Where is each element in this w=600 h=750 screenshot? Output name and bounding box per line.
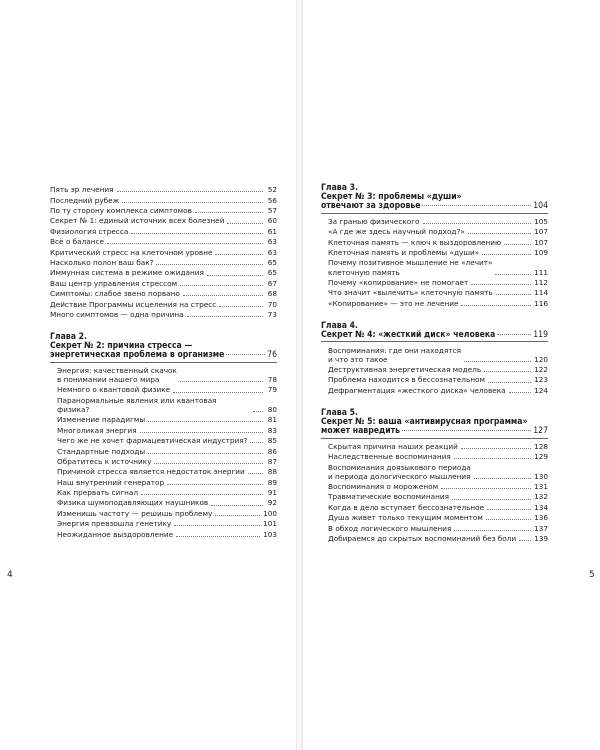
dot-leader <box>464 361 531 362</box>
dot-leader <box>167 484 263 485</box>
toc-entry-title-line: Обратитесь к источнику <box>57 456 152 466</box>
toc-entry-page: 129 <box>534 452 548 462</box>
toc-entry-page: 100 <box>263 508 277 518</box>
chapter-5-entries <box>328 441 548 544</box>
dot-leader <box>195 212 263 213</box>
toc-entry-title-line: Немного о квантовой физике <box>57 385 171 395</box>
toc-entry-title <box>328 288 493 297</box>
chapter-4-rule <box>321 341 548 342</box>
left-page <box>0 0 296 750</box>
toc-entry <box>57 435 277 445</box>
toc-entry-title-line: Воспоминания: где они находятся <box>328 345 461 355</box>
toc-entry <box>50 226 277 236</box>
toc-lead-entries <box>50 184 277 319</box>
dot-leader <box>140 432 263 433</box>
dot-leader <box>180 381 263 382</box>
toc-entry-page: 111 <box>534 267 548 277</box>
toc-entry-page: 79 <box>267 385 277 395</box>
toc-entry-page: 114 <box>534 288 548 298</box>
toc-entry <box>328 441 548 451</box>
toc-entry <box>328 522 548 532</box>
dot-leader <box>148 421 263 422</box>
toc-entry-page: 92 <box>267 498 277 508</box>
toc-entry-title <box>328 513 483 522</box>
toc-right <box>321 184 548 543</box>
toc-entry-page: 112 <box>534 277 548 287</box>
toc-entry <box>50 278 277 288</box>
toc-entry <box>50 205 277 215</box>
toc-entry <box>50 309 277 319</box>
toc-entry-title-line: Неожиданное выздоровление <box>57 529 174 539</box>
chapter-5-heading-text: может навредить <box>321 426 401 437</box>
chapter-2-heading-line-2 <box>50 351 277 360</box>
dot-leader <box>215 254 263 255</box>
toc-entry-title-line: Добираемся до скрытых воспоминаний без боли <box>328 534 517 544</box>
toc-entry-title: Критический стресс на клеточном уровне <box>50 247 213 257</box>
toc-entry-page: 86 <box>267 446 277 456</box>
toc-entry <box>328 247 548 257</box>
toc-entry-title <box>328 299 458 308</box>
toc-entry-title <box>57 447 145 456</box>
toc-entry-page: 136 <box>534 513 548 523</box>
toc-entry-title-line: «Копирование» — это не лечение <box>328 298 459 308</box>
toc-entry-page: 68 <box>267 289 277 299</box>
toc-entry-title-line: «А где же здесь научный подход?» <box>328 227 465 237</box>
chapter-5-rule <box>321 438 548 439</box>
toc-entry <box>57 414 277 424</box>
toc-entry <box>57 518 277 528</box>
dot-leader <box>211 505 263 506</box>
toc-entry-title-line: Воспоминания о мороженом <box>328 482 439 492</box>
chapter-4 <box>321 322 548 395</box>
toc-entry-title-line: За гранью физического <box>328 216 420 226</box>
toc-entry <box>50 215 277 225</box>
chapter-2-label: Глава 2. <box>50 332 87 343</box>
toc-entry <box>50 194 277 204</box>
chapter-3-heading-line-1: Секрет № 3: проблемы «души» <box>321 192 462 203</box>
toc-entry-title <box>57 426 137 435</box>
toc-entry-page: 137 <box>534 523 548 533</box>
dot-leader <box>131 233 263 234</box>
toc-entry-title-line: Изменение парадигмы <box>57 415 146 425</box>
dot-leader <box>402 430 531 431</box>
toc-entry-page: 83 <box>267 425 277 435</box>
toc-entry <box>328 385 548 395</box>
toc-entry-title <box>328 248 479 257</box>
dot-leader <box>461 448 531 449</box>
toc-entry-title: Секрет № 1: единый источник всех болезней <box>50 216 225 226</box>
toc-entry-title: Пять эр лечения <box>50 185 114 195</box>
toc-entry-title <box>328 386 506 395</box>
dot-leader <box>497 334 531 335</box>
toc-entry-page: 61 <box>267 226 277 236</box>
dot-leader <box>148 453 263 454</box>
toc-entry-title <box>328 463 471 481</box>
toc-entry <box>328 236 548 246</box>
chapter-4-page: 119 <box>533 330 548 341</box>
chapter-2-heading-line-1: Секрет № 2: причина стресса — <box>50 341 193 352</box>
toc-entry <box>57 508 277 518</box>
toc-entry-page: 60 <box>267 216 277 226</box>
toc-entry-title <box>57 488 138 497</box>
dot-leader <box>482 254 531 255</box>
toc-entry <box>57 528 277 538</box>
dot-leader <box>215 515 260 516</box>
toc-entry <box>57 424 277 434</box>
toc-entry-title: Насколько полон ваш бак? <box>50 258 154 268</box>
toc-entry-title-line: Травматические воспоминания <box>328 492 450 502</box>
toc-entry-title-line: Наследственные воспоминания <box>328 452 451 462</box>
dot-leader <box>219 306 263 307</box>
toc-entry <box>57 497 277 507</box>
toc-entry <box>50 298 277 308</box>
dot-leader <box>183 295 263 296</box>
toc-entry-title <box>328 365 481 374</box>
toc-entry-page: 88 <box>267 467 277 477</box>
toc-entry-title: Иммунная система в режиме ожидания <box>50 268 204 278</box>
toc-entry-page: 116 <box>534 298 548 308</box>
toc-entry-title <box>57 467 245 476</box>
toc-entry-title <box>57 530 173 539</box>
toc-entry-title <box>328 534 516 543</box>
toc-entry-page: 139 <box>534 534 548 544</box>
dot-leader <box>141 494 263 495</box>
toc-entry-page: 107 <box>534 237 548 247</box>
toc-entry-title: Ваш центр управления стрессом <box>50 278 178 288</box>
toc-entry-page: 89 <box>267 477 277 487</box>
dot-leader <box>207 275 263 276</box>
dot-leader <box>107 243 263 244</box>
toc-entry-title: Физиология стресса <box>50 226 129 236</box>
toc-entry-title <box>328 524 451 533</box>
chapter-2 <box>50 333 277 539</box>
toc-entry-title-line: Почему позитивное мышление не «лечит» <box>328 258 493 268</box>
toc-entry <box>57 384 277 394</box>
toc-entry-page: 67 <box>267 278 277 288</box>
toc-entry <box>328 481 548 491</box>
toc-entry-page: 91 <box>267 488 277 498</box>
toc-entry-title: Много симптомов — одна причина <box>50 309 184 319</box>
toc-entry-title-line: Энергия: качественный скачок <box>57 365 177 375</box>
dot-leader <box>423 223 532 224</box>
toc-entry <box>328 512 548 522</box>
dot-leader <box>173 392 263 393</box>
toc-entry-page: 124 <box>534 385 548 395</box>
toc-entry-page: 70 <box>267 299 277 309</box>
toc-entry-page: 81 <box>267 415 277 425</box>
chapter-3-heading-text: отвечают за здоровье <box>321 201 421 212</box>
toc-entry-title <box>57 366 177 384</box>
toc-entry <box>328 287 548 297</box>
dot-leader <box>253 411 263 412</box>
toc-entry-title-line: Чего же не хочет фармацевтическая индустрия? <box>57 436 248 446</box>
toc-entry-page: 107 <box>534 227 548 237</box>
toc-entry-title-line: Стандартные подходы <box>57 446 146 456</box>
toc-entry-title-line: В обход логического мышления <box>328 523 452 533</box>
toc-entry-title <box>57 509 212 518</box>
dot-leader <box>509 392 531 393</box>
dot-leader <box>248 473 263 474</box>
dot-leader <box>454 530 531 531</box>
dot-leader <box>471 284 531 285</box>
toc-left <box>50 184 277 539</box>
toc-entry <box>328 297 548 307</box>
dot-leader <box>176 536 260 537</box>
book-gutter <box>296 0 303 750</box>
toc-entry-page: 63 <box>267 237 277 247</box>
dot-leader <box>156 264 263 265</box>
dot-leader <box>474 478 531 479</box>
toc-entry <box>57 466 277 476</box>
page-number-left: 4 <box>7 570 13 580</box>
toc-entry-page: 85 <box>267 436 277 446</box>
toc-entry <box>50 257 277 267</box>
toc-entry <box>57 365 277 384</box>
chapter-5-heading-line-1: Секрет № 5: ваша «антивирусная программа» <box>321 417 528 428</box>
toc-entry-title <box>328 503 484 512</box>
toc-entry-title <box>328 482 438 491</box>
toc-entry-page: 103 <box>263 529 277 539</box>
toc-entry-page: 120 <box>534 354 548 364</box>
toc-entry-page: 65 <box>267 258 277 268</box>
dot-leader <box>226 354 265 355</box>
chapter-4-entries <box>328 344 548 395</box>
toc-entry-page: 134 <box>534 502 548 512</box>
chapter-4-heading-line-1 <box>321 331 548 340</box>
toc-entry-title-line: Изменишь частоту — решишь проблему <box>57 508 213 518</box>
toc-entry <box>50 236 277 246</box>
toc-entry-title-line: в понимании нашего мира <box>57 375 160 385</box>
chapter-3-rule <box>321 213 548 214</box>
toc-entry-page: 128 <box>534 441 548 451</box>
toc-entry-title-line: Физика шумоподавляющих наушников <box>57 498 209 508</box>
dot-leader <box>519 540 531 541</box>
toc-entry-title-line: клеточную память <box>328 267 400 277</box>
toc-entry-title <box>57 478 164 487</box>
dot-leader <box>227 223 263 224</box>
toc-entry-page: 87 <box>267 456 277 466</box>
toc-entry-page: 80 <box>267 404 277 414</box>
toc-entry-title <box>328 452 451 461</box>
toc-entry-page: 56 <box>267 195 277 205</box>
chapter-2-heading-text: энергетическая проблема в организме <box>50 350 225 361</box>
toc-entry-page: 122 <box>534 365 548 375</box>
dot-leader <box>504 244 531 245</box>
toc-entry <box>50 246 277 256</box>
toc-entry-title-line: Дефрагментация «жесткого диска» человека <box>328 385 506 395</box>
toc-entry-title: Симптомы: слабое звено порвано <box>50 289 180 299</box>
dot-leader <box>484 371 531 372</box>
toc-entry <box>328 344 548 363</box>
toc-entry-title: Последний рубеж <box>50 195 120 205</box>
toc-entry-page: 65 <box>267 268 277 278</box>
dot-leader <box>441 488 531 489</box>
dot-leader <box>122 202 263 203</box>
dot-leader <box>187 316 263 317</box>
toc-entry-title <box>57 519 171 528</box>
dot-leader <box>174 525 260 526</box>
dot-leader <box>250 442 263 443</box>
toc-entry <box>57 487 277 497</box>
toc-entry-title-line: и периода дологического мышления <box>328 471 471 481</box>
toc-entry-page: 131 <box>534 482 548 492</box>
right-page <box>303 0 600 750</box>
toc-entry-title <box>328 258 492 276</box>
toc-entry <box>328 277 548 287</box>
toc-entry-page: 105 <box>534 216 548 226</box>
chapter-5-heading-line-2 <box>321 427 548 436</box>
toc-entry-title: Всё о балансе <box>50 237 104 247</box>
dot-leader <box>452 499 531 500</box>
toc-entry-title-line: Клеточная память и проблемы «души» <box>328 248 480 258</box>
toc-entry <box>328 216 548 226</box>
toc-entry-title <box>328 442 458 451</box>
toc-entry <box>57 445 277 455</box>
toc-entry-page: 101 <box>263 519 277 529</box>
toc-entry-page: 123 <box>534 375 548 385</box>
chapter-4-label: Глава 4. <box>321 320 358 331</box>
toc-entry-title <box>57 415 145 424</box>
toc-entry-title <box>57 498 208 507</box>
toc-entry <box>50 267 277 277</box>
chapter-2-entries <box>57 365 277 539</box>
toc-entry-page: 130 <box>534 471 548 481</box>
toc-entry <box>57 456 277 466</box>
toc-entry-title-line: Воспоминания доязыкового периода <box>328 462 471 472</box>
toc-entry <box>328 364 548 374</box>
toc-entry-page: 63 <box>267 247 277 257</box>
toc-entry-page: 78 <box>267 375 277 385</box>
dot-leader <box>154 463 263 464</box>
toc-entry-title <box>57 385 170 394</box>
toc-entry-title-line: Причиной стресса является недостаток энергии <box>57 467 245 477</box>
toc-entry-title-line: Многоликая энергия <box>57 425 137 435</box>
toc-entry-title <box>328 278 468 287</box>
toc-entry-title <box>328 238 501 247</box>
chapter-5 <box>321 409 548 543</box>
toc-entry <box>50 184 277 194</box>
toc-entry-title: Действие Программы исцеления на стресс <box>50 299 217 309</box>
toc-entry-title-line: Что значит «вылечить» клеточную память <box>328 288 493 298</box>
toc-entry <box>328 461 548 480</box>
toc-entry-title-line: Почему «копирование» не помогает <box>328 277 469 287</box>
toc-entry-title <box>328 217 420 226</box>
toc-entry <box>328 226 548 236</box>
toc-entry <box>328 374 548 384</box>
toc-entry-title-line: Когда в дело вступает бессознательное <box>328 502 485 512</box>
toc-entry <box>328 257 548 276</box>
chapter-5-label: Глава 5. <box>321 407 358 418</box>
dot-leader <box>495 274 531 275</box>
dot-leader <box>180 285 263 286</box>
toc-entry-title-line: Клеточная память — ключ к выздоровлению <box>328 237 502 247</box>
toc-entry-page: 52 <box>267 185 277 195</box>
dot-leader <box>488 382 531 383</box>
chapter-3-page: 104 <box>533 201 548 212</box>
chapter-2-rule <box>50 362 277 363</box>
toc-entry-title <box>328 227 465 236</box>
toc-entry-title-line: Душа живет только текущим моментом <box>328 513 483 523</box>
chapter-4-heading-text: Секрет № 4: «жесткий диск» человека <box>321 330 496 341</box>
chapter-5-page: 127 <box>533 426 548 437</box>
toc-entry-title <box>57 436 247 445</box>
dot-leader <box>496 294 531 295</box>
toc-entry-page: 109 <box>534 248 548 258</box>
page-number-right: 5 <box>589 570 595 580</box>
chapter-3-heading-line-2 <box>321 202 548 211</box>
toc-entry <box>50 288 277 298</box>
toc-entry-title-line: и что это такое <box>328 354 388 364</box>
toc-entry-title: По ту сторону комплекса симптомов <box>50 206 192 216</box>
chapter-3-entries <box>328 216 548 308</box>
toc-entry-title-line: Энергия превзошла генетику <box>57 519 172 529</box>
dot-leader <box>486 519 531 520</box>
toc-entry-page: 73 <box>267 309 277 319</box>
toc-entry-title <box>328 492 449 501</box>
toc-entry-page: 132 <box>534 492 548 502</box>
toc-entry-title-line: Наш внутренний генератор <box>57 477 165 487</box>
dot-leader <box>461 305 531 306</box>
toc-entry-title <box>328 375 485 384</box>
toc-entry <box>57 476 277 486</box>
toc-entry-title-line: Как прервать сигнал <box>57 488 139 498</box>
chapter-3 <box>321 184 548 308</box>
toc-entry-title-line: Скрытая причина наших реакций <box>328 441 458 451</box>
dot-leader <box>468 233 531 234</box>
toc-entry-title <box>328 346 461 364</box>
toc-entry <box>328 491 548 501</box>
toc-entry-title-line: Паранормальные явления или квантовая физика? <box>57 395 217 414</box>
toc-entry <box>328 533 548 543</box>
dot-leader <box>117 191 263 192</box>
chapter-3-label: Глава 3. <box>321 183 358 193</box>
toc-entry-title-line: Проблема находится в бессознательном <box>328 375 485 385</box>
toc-entry <box>328 502 548 512</box>
toc-entry-page: 57 <box>267 206 277 216</box>
toc-entry <box>328 451 548 461</box>
toc-entry-title-line: Деструктивная энергетическая модель <box>328 365 482 375</box>
chapter-2-page: 76 <box>267 350 277 361</box>
dot-leader <box>487 509 531 510</box>
toc-entry <box>57 395 277 414</box>
dot-leader <box>454 458 531 459</box>
toc-entry-title <box>57 457 151 466</box>
dot-leader <box>422 205 531 206</box>
toc-entry-title <box>57 396 250 414</box>
